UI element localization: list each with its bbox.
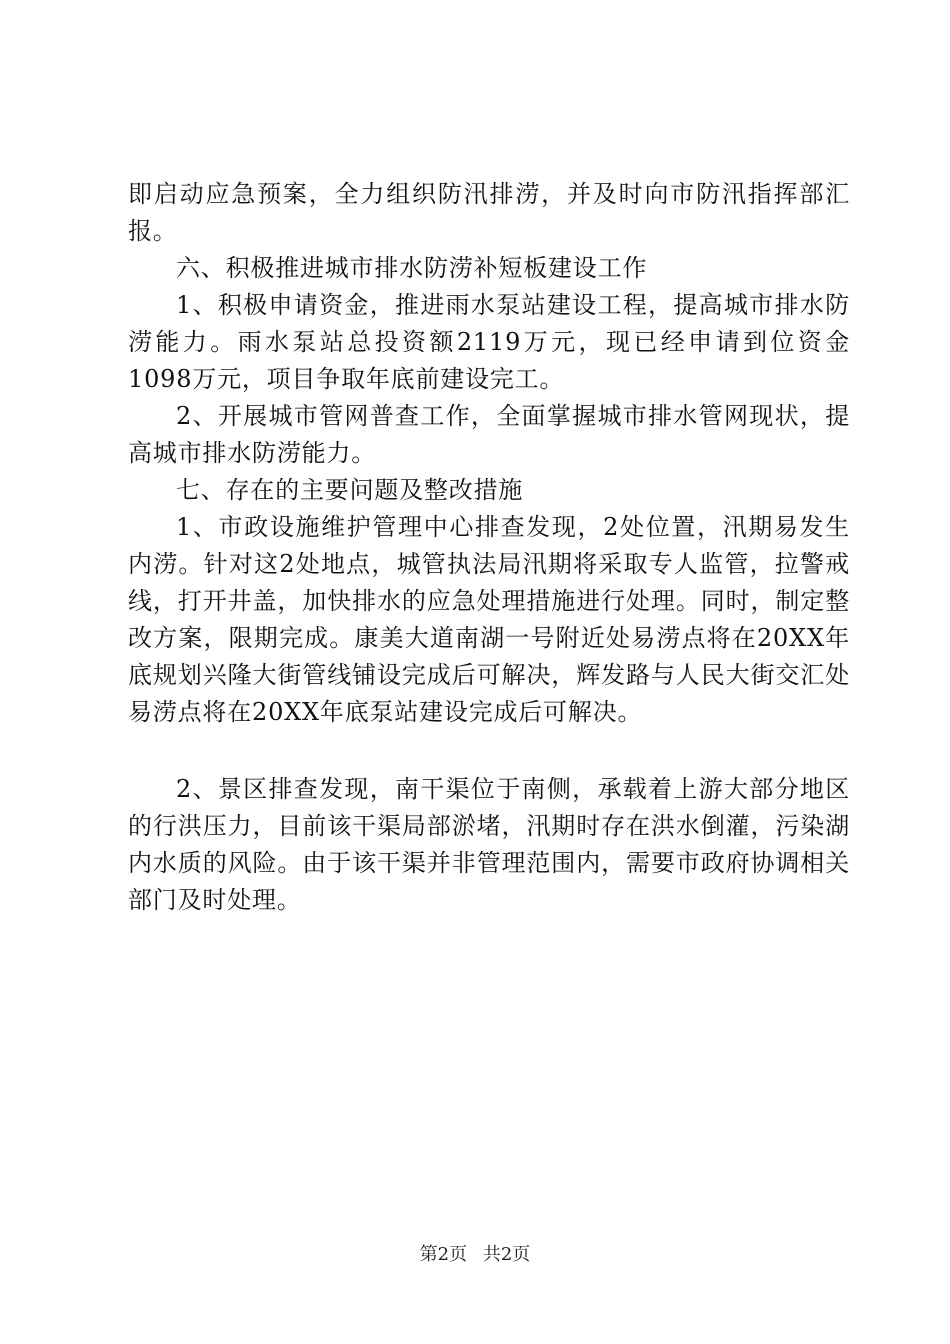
paragraph-pipe-survey: 2、开展城市管网普查工作，全面掌握城市排水管网现状，提高城市排水防涝能力。 bbox=[128, 402, 850, 467]
paragraph-issue-one: 1、市政设施维护管理中心排查发现，2处位置，汛期易发生内涝。针对这2处地点，城管执法局汛期将采取专人监管，拉警戒线，打开井盖，加快排水的应急处理措施进行处理。同时，制定整改方案，限期完成。康美大道南湖一号附近处易涝点将在20XX年底规划兴隆大街管线铺设完成后可解决，辉发路与人民大街交汇处易涝点将在20XX年底泵站建设完成后可解决。 bbox=[128, 513, 850, 726]
page-footer bbox=[0, 1243, 950, 1267]
page-number-current: 第2页 bbox=[419, 1244, 468, 1265]
paragraph-continuation: 即启动应急预案，全力组织防汛排涝，并及时向市防汛指挥部汇报。 bbox=[128, 180, 850, 245]
section-heading-six: 六、积极推进城市排水防涝补短板建设工作 bbox=[176, 254, 648, 282]
paragraph-funding: 1、积极申请资金，推进雨水泵站建设工程，提高城市排水防涝能力。雨水泵站总投资额2119万元，现已经申请到位资金1098万元，项目争取年底前建设完工。 bbox=[128, 291, 850, 393]
page-number-total: 共2页 bbox=[482, 1244, 531, 1265]
document-body bbox=[128, 176, 850, 919]
section-heading-seven: 七、存在的主要问题及整改措施 bbox=[176, 476, 524, 504]
paragraph-issue-two: 2、景区排查发现，南干渠位于南侧，承载着上游大部分地区的行洪压力，目前该干渠局部淤堵，汛期时存在洪水倒灌，污染湖内水质的风险。由于该干渠并非管理范围内，需要市政府协调相关部门及时处理。 bbox=[128, 775, 850, 914]
